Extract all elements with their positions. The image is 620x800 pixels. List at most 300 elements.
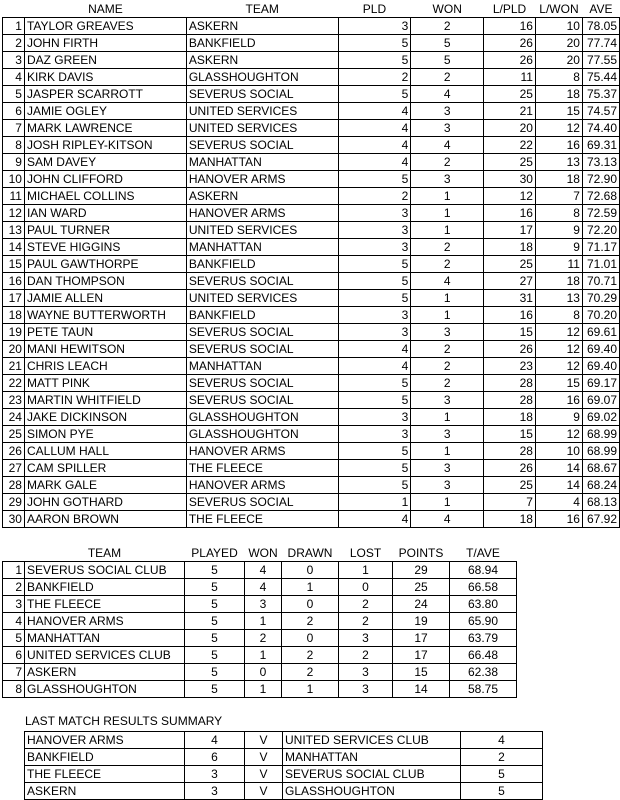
average-cell: 72.59 [582,205,619,222]
table-row [3,154,620,171]
home-score-cell: 3 [185,766,245,783]
header-spacer [3,0,25,18]
rank-cell: 22 [3,375,25,392]
legs-played-cell: 7 [484,494,536,511]
versus-cell: V [245,766,283,783]
player-name-cell: JAKE DICKINSON [24,409,186,426]
average-cell: 72.68 [582,188,619,205]
team-cell: BANKFIELD [186,35,338,52]
played-cell: 5 [338,290,411,307]
played-cell: 5 [185,664,245,681]
player-name-cell: JOHN GOTHARD [24,494,186,511]
rank-cell: 25 [3,426,25,443]
played-cell: 3 [338,239,411,256]
played-cell: 5 [338,35,411,52]
played-cell: 5 [185,630,245,647]
average-cell: 68.67 [582,460,619,477]
table-row [3,273,620,290]
home-score-cell: 6 [185,749,245,766]
drawn-cell: 2 [282,613,339,630]
won-cell: 4 [411,273,484,290]
legs-won-cell: 8 [535,69,582,86]
team-cell: HANOVER ARMS [186,477,338,494]
team-cell: GLASSHOUGHTON [186,409,338,426]
home-team-cell: BANKFIELD [25,749,185,766]
legs-played-cell: 26 [484,341,536,358]
away-score-cell: 4 [461,732,543,749]
legs-won-cell: 12 [535,358,582,375]
won-cell: 2 [411,69,484,86]
team-cell: ASKERN [186,52,338,69]
team-name-cell: GLASSHOUGHTON [25,681,185,698]
last-match-results-title: LAST MATCH RESULTS SUMMARY [25,714,223,728]
last-match-results-table [24,731,543,800]
played-cell: 5 [338,86,411,103]
versus-cell: V [245,783,283,800]
table-row [3,443,620,460]
average-cell: 77.55 [582,52,619,69]
rank-cell: 16 [3,273,25,290]
played-cell: 5 [185,681,245,698]
legs-won-cell: 20 [535,35,582,52]
team-cell: BANKFIELD [186,307,338,324]
table-row [3,511,620,528]
rank-cell: 18 [3,307,25,324]
won-cell: 1 [411,222,484,239]
won-cell: 2 [411,256,484,273]
played-cell: 5 [338,392,411,409]
column-header: AVE [589,1,613,16]
table-row [3,18,620,35]
average-cell: 68.99 [582,443,619,460]
table-row [3,613,517,630]
player-name-cell: MANI HEWITSON [24,341,186,358]
team-name-cell: BANKFIELD [25,579,185,596]
rank-cell: 6 [3,103,25,120]
rank-cell: 5 [3,86,25,103]
player-name-cell: PETE TAUN [24,324,186,341]
table-row [3,171,620,188]
team-average-cell: 66.48 [450,647,517,664]
player-name-cell: AARON BROWN [24,511,186,528]
table-row [3,290,620,307]
table-row [3,52,620,69]
table-row [3,222,620,239]
team-average-cell: 68.94 [450,562,517,579]
legs-won-cell: 8 [535,307,582,324]
table-row [3,137,620,154]
average-cell: 69.17 [582,375,619,392]
legs-won-cell: 16 [535,392,582,409]
average-cell: 78.05 [582,18,619,35]
average-cell: 69.40 [582,358,619,375]
table-row [3,239,620,256]
column-header: PLAYED [191,545,238,560]
team-cell: GLASSHOUGHTON [186,69,338,86]
lost-cell: 1 [339,562,393,579]
legs-played-cell: 16 [484,18,536,35]
drawn-cell: 2 [282,664,339,681]
played-cell: 5 [185,562,245,579]
rank-cell: 8 [3,137,25,154]
player-name-cell: MATT PINK [24,375,186,392]
team-cell: UNITED SERVICES [186,290,338,307]
away-score-cell: 5 [461,766,543,783]
team-name-cell: HANOVER ARMS [25,613,185,630]
team-cell: HANOVER ARMS [186,443,338,460]
team-cell: MANHATTAN [186,154,338,171]
away-team-cell: MANHATTAN [283,749,461,766]
legs-played-cell: 26 [484,460,536,477]
won-cell: 2 [411,341,484,358]
rank-cell: 9 [3,154,25,171]
legs-won-cell: 10 [535,18,582,35]
legs-won-cell: 20 [535,52,582,69]
legs-won-cell: 13 [535,154,582,171]
won-cell: 1 [411,307,484,324]
average-cell: 68.24 [582,477,619,494]
lost-cell: 0 [339,579,393,596]
average-cell: 70.20 [582,307,619,324]
player-name-cell: JOHN FIRTH [24,35,186,52]
legs-played-cell: 22 [484,137,536,154]
won-cell: 3 [411,324,484,341]
team-cell: MANHATTAN [186,239,338,256]
played-cell: 5 [185,647,245,664]
legs-won-cell: 18 [535,273,582,290]
played-cell: 5 [338,375,411,392]
legs-played-cell: 28 [484,392,536,409]
legs-played-cell: 25 [484,256,536,273]
position-cell: 5 [3,630,25,647]
points-cell: 15 [393,664,450,681]
legs-played-cell: 30 [484,171,536,188]
rank-cell: 4 [3,69,25,86]
legs-played-cell: 28 [484,375,536,392]
player-name-cell: WAYNE BUTTERWORTH [24,307,186,324]
average-cell: 75.44 [582,69,619,86]
team-cell: SEVERUS SOCIAL [186,86,338,103]
column-header: T/AVE [466,545,500,560]
legs-played-cell: 28 [484,443,536,460]
versus-cell: V [245,749,283,766]
position-cell: 1 [3,562,25,579]
played-cell: 3 [338,307,411,324]
legs-played-cell: 18 [484,409,536,426]
player-name-cell: SAM DAVEY [24,154,186,171]
played-cell: 5 [185,596,245,613]
player-name-cell: DAN THOMPSON [24,273,186,290]
won-cell: 3 [411,171,484,188]
legs-played-cell: 25 [484,154,536,171]
team-cell: SEVERUS SOCIAL [186,494,338,511]
won-cell: 3 [411,477,484,494]
player-name-cell: JAMIE ALLEN [24,290,186,307]
table-row [3,341,620,358]
table-row [3,103,620,120]
player-name-cell: JOHN CLIFFORD [24,171,186,188]
average-cell: 71.17 [582,239,619,256]
team-cell: MANHATTAN [186,358,338,375]
table-row [3,307,620,324]
legs-won-cell: 14 [535,477,582,494]
team-cell: GLASSHOUGHTON [186,426,338,443]
played-cell: 1 [338,494,411,511]
table-row [3,647,517,664]
legs-won-cell: 18 [535,86,582,103]
player-name-cell: MICHAEL COLLINS [24,188,186,205]
player-averages-table [2,0,620,528]
average-cell: 69.40 [582,341,619,358]
legs-won-cell: 8 [535,205,582,222]
won-cell: 1 [411,494,484,511]
table-row [3,494,620,511]
team-cell: THE FLEECE [186,511,338,528]
legs-won-cell: 16 [535,511,582,528]
legs-played-cell: 31 [484,290,536,307]
legs-won-cell: 9 [535,222,582,239]
team-cell: SEVERUS SOCIAL [186,392,338,409]
average-cell: 71.01 [582,256,619,273]
column-header: DRAWN [287,545,333,560]
player-name-cell: KIRK DAVIS [24,69,186,86]
table-row [25,783,543,800]
played-cell: 5 [338,477,411,494]
won-cell: 2 [411,358,484,375]
legs-won-cell: 7 [535,188,582,205]
table-row [3,35,620,52]
column-header: NAME [88,1,123,16]
away-score-cell: 2 [461,749,543,766]
table-row [3,324,620,341]
team-average-cell: 63.80 [450,596,517,613]
legs-played-cell: 16 [484,307,536,324]
played-cell: 4 [338,103,411,120]
rank-cell: 11 [3,188,25,205]
won-cell: 3 [245,596,282,613]
player-name-cell: DAZ GREEN [24,52,186,69]
rank-cell: 2 [3,35,25,52]
versus-cell: V [245,732,283,749]
legs-played-cell: 15 [484,426,536,443]
team-cell: SEVERUS SOCIAL [186,273,338,290]
legs-played-cell: 23 [484,358,536,375]
table-row [3,205,620,222]
team-average-cell: 65.90 [450,613,517,630]
position-cell: 7 [3,664,25,681]
won-cell: 4 [411,137,484,154]
drawn-cell: 2 [282,647,339,664]
lost-cell: 3 [339,630,393,647]
points-cell: 17 [393,630,450,647]
rank-cell: 1 [3,18,25,35]
legs-played-cell: 15 [484,324,536,341]
legs-won-cell: 14 [535,460,582,477]
won-cell: 4 [411,86,484,103]
column-header: LOST [349,545,382,560]
table-row [3,392,620,409]
played-cell: 3 [338,222,411,239]
player-name-cell: TAYLOR GREAVES [24,18,186,35]
legs-played-cell: 25 [484,86,536,103]
table-row [3,256,620,273]
won-cell: 2 [411,375,484,392]
won-cell: 1 [411,443,484,460]
table-row [3,375,620,392]
team-cell: THE FLEECE [186,460,338,477]
player-name-cell: JASPER SCARROTT [24,86,186,103]
table-row [25,766,543,783]
player-table-header [3,0,620,18]
team-cell: UNITED SERVICES [186,120,338,137]
legs-won-cell: 15 [535,375,582,392]
won-cell: 2 [411,154,484,171]
average-cell: 69.31 [582,137,619,154]
played-cell: 3 [338,18,411,35]
drawn-cell: 0 [282,630,339,647]
average-cell: 74.40 [582,120,619,137]
team-cell: SEVERUS SOCIAL [186,324,338,341]
won-cell: 1 [245,681,282,698]
away-score-cell: 5 [461,783,543,800]
points-cell: 24 [393,596,450,613]
rank-cell: 19 [3,324,25,341]
team-cell: SEVERUS SOCIAL [186,137,338,154]
team-average-cell: 66.58 [450,579,517,596]
table-row [3,86,620,103]
position-cell: 3 [3,596,25,613]
legs-won-cell: 15 [535,103,582,120]
rank-cell: 13 [3,222,25,239]
position-cell: 2 [3,579,25,596]
drawn-cell: 0 [282,596,339,613]
team-name-cell: UNITED SERVICES CLUB [25,647,185,664]
played-cell: 4 [338,154,411,171]
header-spacer [3,544,25,562]
table-row [3,358,620,375]
team-average-cell: 62.38 [450,664,517,681]
lost-cell: 2 [339,613,393,630]
table-row [3,409,620,426]
table-row [3,426,620,443]
player-name-cell: CALLUM HALL [24,443,186,460]
average-cell: 77.74 [582,35,619,52]
team-cell: SEVERUS SOCIAL [186,341,338,358]
away-team-cell: SEVERUS SOCIAL CLUB [283,766,461,783]
won-cell: 2 [411,239,484,256]
legs-won-cell: 13 [535,290,582,307]
won-cell: 2 [411,18,484,35]
rank-cell: 20 [3,341,25,358]
lost-cell: 2 [339,647,393,664]
team-cell: HANOVER ARMS [186,171,338,188]
table-row [3,664,517,681]
team-cell: ASKERN [186,188,338,205]
rank-cell: 28 [3,477,25,494]
legs-played-cell: 26 [484,52,536,69]
rank-cell: 12 [3,205,25,222]
average-cell: 67.92 [582,511,619,528]
player-name-cell: MARTIN WHITFIELD [24,392,186,409]
won-cell: 3 [411,120,484,137]
legs-played-cell: 16 [484,205,536,222]
played-cell: 2 [338,188,411,205]
played-cell: 5 [338,256,411,273]
away-team-cell: UNITED SERVICES CLUB [283,732,461,749]
player-name-cell: JOSH RIPLEY-KITSON [24,137,186,154]
team-cell: UNITED SERVICES [186,222,338,239]
home-team-cell: THE FLEECE [25,766,185,783]
average-cell: 69.07 [582,392,619,409]
team-standings-table [2,544,517,698]
player-name-cell: JAMIE OGLEY [24,103,186,120]
column-header: WON [432,1,462,16]
player-name-cell: CAM SPILLER [24,460,186,477]
rank-cell: 30 [3,511,25,528]
won-cell: 3 [411,392,484,409]
table-row [3,188,620,205]
legs-played-cell: 18 [484,239,536,256]
table-row [3,460,620,477]
legs-played-cell: 26 [484,35,536,52]
rank-cell: 7 [3,120,25,137]
played-cell: 5 [185,613,245,630]
played-cell: 5 [338,443,411,460]
legs-won-cell: 18 [535,171,582,188]
legs-won-cell: 9 [535,239,582,256]
legs-won-cell: 11 [535,256,582,273]
column-header: POINTS [398,545,444,560]
home-team-cell: HANOVER ARMS [25,732,185,749]
legs-played-cell: 21 [484,103,536,120]
team-name-cell: MANHATTAN [25,630,185,647]
won-cell: 1 [411,205,484,222]
rank-cell: 26 [3,443,25,460]
column-header: PLD [362,1,387,16]
legs-played-cell: 18 [484,511,536,528]
played-cell: 3 [338,324,411,341]
table-row [3,596,517,613]
played-cell: 5 [338,273,411,290]
played-cell: 2 [338,69,411,86]
average-cell: 72.90 [582,171,619,188]
played-cell: 4 [338,511,411,528]
played-cell: 4 [338,120,411,137]
home-team-cell: ASKERN [25,783,185,800]
won-cell: 4 [411,511,484,528]
won-cell: 2 [245,630,282,647]
legs-played-cell: 17 [484,222,536,239]
player-name-cell: SIMON PYE [24,426,186,443]
average-cell: 70.71 [582,273,619,290]
team-name-cell: THE FLEECE [25,596,185,613]
team-name-cell: SEVERUS SOCIAL CLUB [25,562,185,579]
table-row [3,579,517,596]
legs-won-cell: 12 [535,341,582,358]
team-average-cell: 58.75 [450,681,517,698]
team-table-header [3,544,517,562]
away-team-cell: GLASSHOUGHTON [283,783,461,800]
legs-won-cell: 4 [535,494,582,511]
table-row [3,630,517,647]
table-row [3,562,517,579]
rank-cell: 29 [3,494,25,511]
points-cell: 19 [393,613,450,630]
position-cell: 4 [3,613,25,630]
played-cell: 3 [338,426,411,443]
played-cell: 4 [338,137,411,154]
legs-won-cell: 10 [535,443,582,460]
